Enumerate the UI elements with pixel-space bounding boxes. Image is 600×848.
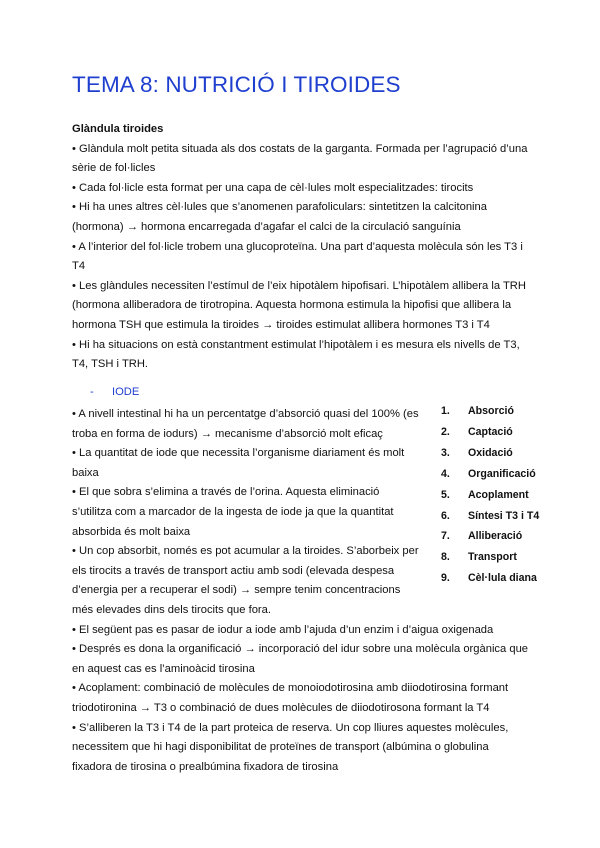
step-number: 5. — [441, 488, 450, 501]
body-line: • Les glàndules necessiten l’estímul de l’eix hipotàlem hipofisari. L’hipotàlem allibera la TRH — [72, 279, 526, 292]
body-line: • Després es dona la organificació → incorporació del idur sobre una molècula orgànica que — [72, 643, 529, 656]
body-line: troba en forma de iodurs) → mecanisme d’absorció molt eficaç — [72, 427, 383, 440]
body-line: • Glàndula molt petita situada als dos costats de la garganta. Formada per l’agrupació d’una — [72, 142, 528, 155]
step-number: 9. — [441, 572, 450, 585]
body-line: (hormona alliberadora de tirotropina. Aquesta hormona estimula la hipofisi que allibera la — [72, 299, 512, 312]
body-line: en aquest cas es l’aminoàcid tirosina — [72, 662, 255, 675]
step-label: Organificació — [468, 467, 536, 480]
step-item — [441, 464, 539, 485]
step-label: Síntesi T3 i T4 — [468, 509, 540, 522]
step-number: 8. — [441, 551, 450, 564]
body-line: • Cada fol·licle esta format per una capa de cèl·lules molt especialitzades: tirocits — [72, 181, 474, 194]
step-label: Acoplament — [468, 488, 529, 501]
step-label: Captació — [468, 425, 513, 438]
body-line: • El que sobra s’elimina a través de l’orina. Aquesta eliminació — [72, 486, 380, 499]
step-number: 4. — [441, 467, 450, 480]
step-number: 7. — [441, 530, 450, 543]
iodine-steps-list — [441, 401, 539, 589]
step-label: Transport — [468, 551, 517, 564]
body-line: triodotironina → T3 o combinació de dues molècules de diiodotirosona formant la T4 — [72, 701, 490, 714]
body-line: sèrie de fol·licles — [72, 162, 156, 175]
body-line: T4 — [72, 260, 86, 273]
step-item — [441, 526, 539, 547]
step-label: Alliberació — [468, 530, 523, 543]
step-number: 2. — [441, 425, 450, 438]
body-line: absorbida és molt baixa — [72, 525, 191, 538]
body-line: necessitem que hi hagi disponibilitat de proteïnes de transport (albúmina o globulina — [72, 741, 489, 754]
step-item — [441, 506, 539, 527]
step-item — [441, 422, 539, 443]
page-title: TEMA 8: NUTRICIÓ I TIROIDES — [72, 72, 401, 97]
body-line: • La quantitat de iode que necessita l’organisme diariament és molt — [72, 447, 405, 460]
step-item — [441, 568, 539, 589]
body-line: s’utilitza com a marcador de la ingesta de iode ja que la quantitat — [72, 505, 394, 518]
body-line: • Acoplament: combinació de molècules de monoiodotirosina amb diiodotirosina formant — [72, 682, 509, 695]
iode-subheading — [90, 386, 139, 398]
step-item — [441, 443, 539, 464]
body-line: baixa — [72, 466, 99, 479]
step-number: 3. — [441, 446, 450, 459]
section-heading: Glàndula tiroides — [72, 123, 164, 135]
body-line: els tirocits a través de transport actiu amb sodi (elevada despesa — [72, 564, 395, 577]
step-number: 6. — [441, 509, 450, 522]
step-label: Oxidació — [468, 446, 513, 459]
list-dash: - — [90, 386, 94, 398]
step-item — [441, 485, 539, 506]
body-line: • Hi ha situacions on està constantment estimulat l’hipotàlem i es mesura els nivells de T3, — [72, 338, 520, 351]
step-label: Cèl·lula diana — [468, 572, 537, 585]
body-line: • El següent pas es pasar de iodur a iode amb l’ajuda d’un enzim i d’aigua oxigenada — [72, 623, 494, 636]
step-item — [441, 547, 539, 568]
step-item — [441, 401, 539, 422]
body-line: • S’alliberen la T3 i T4 de la part proteica de reserva. Un cop lliures aquestes molècules, — [72, 721, 509, 734]
body-line: • A l’interior del fol·licle trobem una glucoproteïna. Una part d’aquesta molècula són les T3 i — [72, 240, 523, 253]
body-line: fixadora de tirosina o prealbúmina fixadora de tirosina — [72, 760, 339, 773]
step-number: 1. — [441, 405, 450, 417]
body-line: més elevades dins dels tirocits que fora. — [72, 603, 271, 616]
body-line: hormona TSH que estimula la tiroides → tiroides estimulat allibera hormones T3 i T4 — [72, 318, 490, 331]
body-line: • Hi ha unes altres cèl·lules que s’anomenen parafoliculars: sintetitzen la calcitonina — [72, 201, 487, 214]
body-line: T4, TSH i TRH. — [72, 358, 149, 371]
body-line: • Un cop absorbit, només es pot acumular a la tiroides. S’aborbeix per — [72, 545, 419, 558]
body-line: • A nivell intestinal hi ha un percentatge d’absorció quasi del 100% (es — [72, 408, 419, 420]
thyroid-section — [72, 120, 542, 375]
body-line: d’energia per a recuperar el sodi) → sempre tenim concentracions — [72, 584, 401, 597]
body-line: (hormona) → hormona encarregada d’agafar el calci de la circulació sanguínia — [72, 220, 461, 233]
iode-label: IODE — [112, 386, 140, 398]
step-label: Absorció — [468, 405, 514, 417]
